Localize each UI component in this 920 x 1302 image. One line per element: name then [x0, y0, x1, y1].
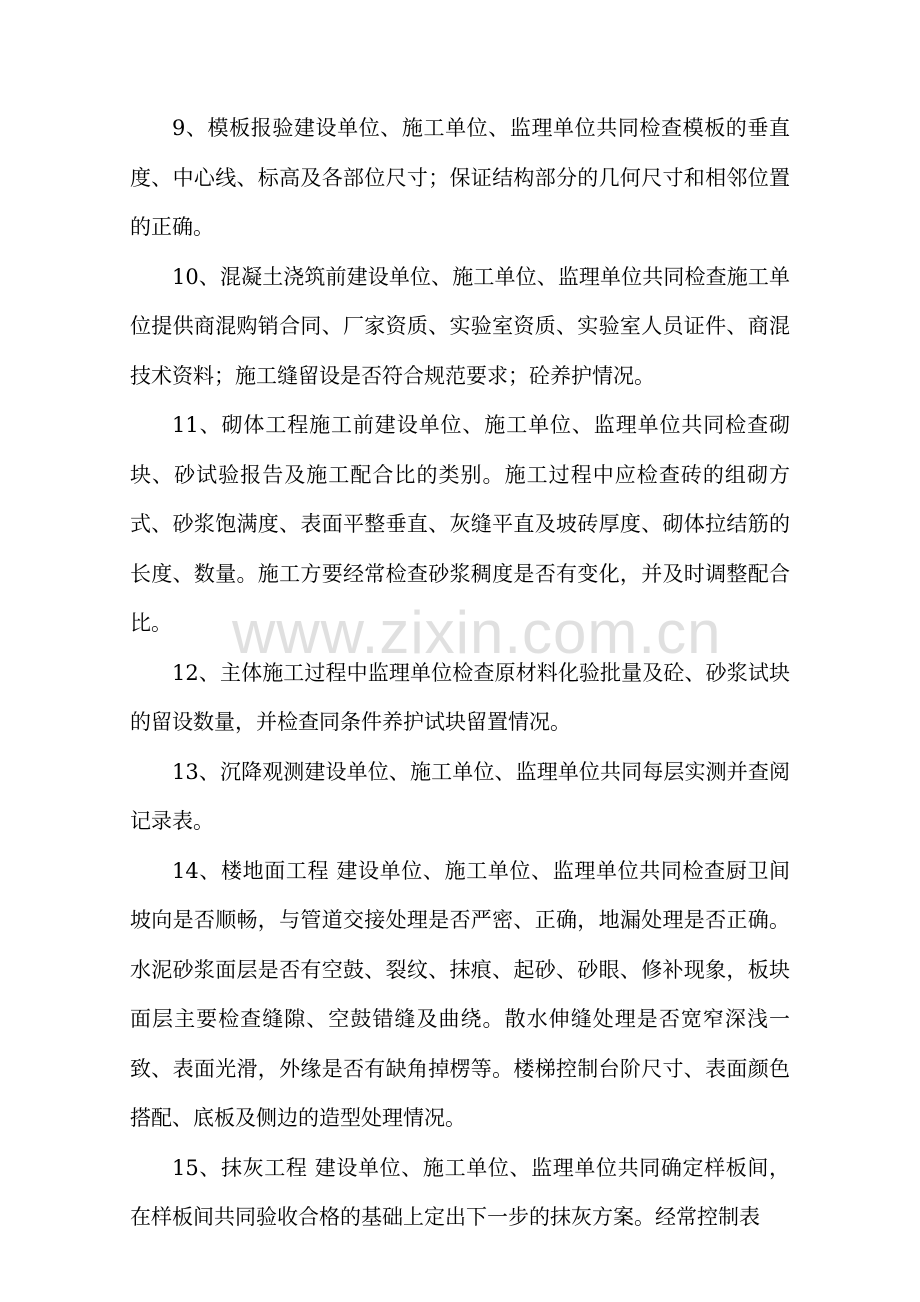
paragraph-item-10: 10、混凝土浇筑前建设单位、施工单位、监理单位共同检查施工单位提供商混购销合同、厂家资质、实验室资质、实验室人员证件、商混技术资料；施工缝留设是否符合规范要求；砼养护情况。: [130, 264, 790, 388]
watermark: www.zixin.com.cn: [232, 599, 722, 666]
paragraph-item-15: 15、抹灰工程 建设单位、施工单位、监理单位共同确定样板间，在样板间共同验收合格的基础上定出下一步的抹灰方案。经常控制表: [130, 1155, 790, 1229]
paragraph-item-12: 12、主体施工过程中监理单位检查原材料化验批量及砼、砂浆试块的留设数量，并检查同条件养护试块留置情况。: [130, 660, 790, 734]
paragraph-item-9: 9、模板报验建设单位、施工单位、监理单位共同检查模板的垂直度、中心线、标高及各部位尺寸；保证结构部分的几何尺寸和相邻位置的正确。: [130, 116, 790, 239]
paragraph-item-13: 13、沉降观测建设单位、施工单位、监理单位共同每层实测并查阅记录表。: [130, 759, 790, 833]
document-body: [130, 104, 790, 1243]
paragraph-item-14: 14、楼地面工程 建设单位、施工单位、监理单位共同检查厨卫间坡向是否顺畅，与管道交接处理是否严密、正确，地漏处理是否正确。水泥砂浆面层是否有空鼓、裂纹、抹痕、起砂、砂眼、修补现象，板块面层主要检查缝隙、空鼓错缝及曲绕。散水伸缝处理是否宽窄深浅一致、表面光滑，外缘是否有缺角掉楞等。楼梯控制台阶尺寸、表面颜色搭配、底板及侧边的造型处理情况。: [130, 858, 790, 1130]
paragraph-item-11: 11、砌体工程施工前建设单位、施工单位、监理单位共同检查砌块、砂试验报告及施工配合比的类别。施工过程中应检查砖的组砌方式、砂浆饱满度、表面平整垂直、灰缝平直及坡砖厚度、砌体拉结筋的长度、数量。施工方要经常检查砂浆稠度是否有变化，并及时调整配合比。: [130, 413, 790, 635]
